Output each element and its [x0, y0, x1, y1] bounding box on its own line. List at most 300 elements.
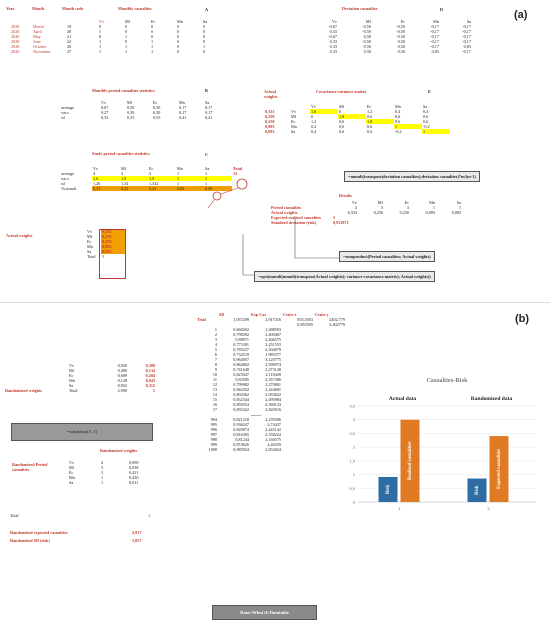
cell: 3	[121, 171, 124, 176]
section-letter-e: E	[428, 89, 431, 94]
cell: 2,273128	[265, 367, 281, 372]
cell: 2020	[11, 49, 20, 54]
col-header: Vv	[99, 19, 105, 24]
cell: 4	[101, 460, 104, 465]
cell: 0	[125, 29, 128, 34]
cell: 1	[176, 176, 204, 181]
col-header: Ec	[367, 104, 372, 109]
cell: -0,17	[462, 49, 471, 54]
cell: 0,4	[423, 109, 429, 114]
cell: 0,6	[339, 124, 345, 129]
chart-title: Casualties-Risk	[426, 377, 468, 384]
cell: 12	[212, 382, 217, 387]
cell: 0,312	[145, 383, 155, 388]
cell: Sa	[69, 480, 74, 485]
cell: 3	[214, 337, 217, 342]
cell: 0	[203, 29, 206, 34]
section-letter-b: B	[205, 88, 208, 93]
cell: 1	[99, 49, 102, 54]
datatable-button[interactable]: Data>What if>Datatable	[212, 605, 317, 620]
cell: 0,55	[153, 115, 161, 120]
cell: Ec	[69, 470, 74, 475]
cell: 3	[101, 470, 104, 475]
col-header: Ec	[400, 19, 405, 24]
cell: 2,40259	[267, 442, 281, 447]
group-label: Randomized data	[470, 396, 513, 402]
cell: 0,411	[129, 470, 139, 475]
col-header: Sa	[203, 19, 208, 24]
cell: 2,917416	[265, 317, 281, 322]
table-row	[300, 49, 472, 54]
cell: 0,50	[397, 39, 405, 44]
x-tick-label: 1	[398, 506, 401, 511]
cell: 0,08	[176, 186, 204, 191]
table-row	[196, 447, 346, 452]
cell: 26	[67, 44, 72, 49]
col-header: Sa	[466, 19, 471, 24]
cell: -0,17	[462, 24, 471, 29]
cell: 0,090	[129, 460, 139, 465]
cell: 6	[214, 352, 217, 357]
col-header: Ec	[404, 200, 409, 205]
cell: 4	[214, 342, 217, 347]
col-header: Sa	[456, 200, 461, 205]
cell: 1	[151, 44, 154, 49]
cell: 0,50	[127, 105, 135, 110]
cell: 2,596974	[265, 362, 281, 367]
randomized-expected-value: 2,917	[132, 530, 142, 535]
col-header: Mf	[121, 166, 127, 171]
cell: 2,053622	[265, 392, 281, 397]
cell: 7	[214, 357, 217, 362]
col-header: Sa	[423, 104, 428, 109]
randomized-expected-label: Randomized expected casualties	[10, 530, 68, 535]
cell: 0,134	[145, 368, 155, 373]
table-row	[10, 49, 228, 54]
cell: 0,17	[179, 105, 187, 110]
cell: 2	[214, 332, 217, 337]
cell: 1,288593	[265, 327, 281, 332]
y-tick-label: 2	[352, 444, 355, 450]
cell: 2,495984	[265, 397, 281, 402]
cell: 9	[214, 367, 217, 372]
cell: 0,6	[423, 119, 429, 124]
cell: 0,250	[265, 114, 275, 119]
cell: 0,864802	[233, 362, 249, 367]
cell: 1000	[208, 447, 217, 452]
cell: 17	[212, 407, 217, 412]
panel-label-b: (b)	[515, 313, 530, 325]
cell: 0,920	[117, 363, 127, 368]
cell: -0,17	[430, 44, 439, 49]
cell: 1,8	[120, 176, 148, 181]
cell: 0,964057	[233, 357, 249, 362]
cell: 2,110449	[265, 372, 281, 377]
cell: 1	[151, 49, 154, 54]
y-tick-label: 0,5	[349, 485, 355, 491]
cell: Mf	[69, 465, 75, 470]
cell: 0,820074	[233, 427, 249, 432]
cell: 0,308	[145, 363, 155, 368]
section-letter-d: D	[440, 7, 444, 12]
cell: -0,50	[396, 24, 405, 29]
cell: 1,26	[93, 181, 101, 186]
col-header: Vv	[93, 166, 99, 171]
cell: 1	[204, 176, 232, 181]
col-header: Ec	[149, 166, 154, 171]
cell: average	[61, 105, 75, 110]
covariance-formula: =mmult(transpose(deviation casualties);deviation casualties)*m/(m-1)	[344, 171, 480, 182]
cell: November	[33, 49, 51, 54]
cell: 0,816365	[233, 432, 249, 437]
cell: 0,668262	[233, 327, 249, 332]
monthly-casualties-table	[10, 19, 228, 54]
cell: 1	[458, 205, 461, 210]
cell: -0,50	[362, 39, 371, 44]
cell: 0,083	[101, 249, 125, 254]
deviation-title: Deviation casualties	[342, 6, 378, 11]
cell: 0,832344	[233, 397, 249, 402]
cell: 0,83585	[235, 377, 249, 382]
cell: 855,5053	[297, 317, 313, 322]
total-label: Total	[69, 388, 78, 393]
col-header: Mn	[179, 100, 185, 105]
cell: 994	[210, 417, 217, 422]
col-header: SD	[219, 312, 225, 317]
cell: 2,558224	[265, 432, 281, 437]
cell: 0,250	[373, 210, 383, 215]
cell: 0,33	[92, 186, 120, 191]
cell: 0,850554	[233, 402, 249, 407]
cell: 1	[152, 388, 155, 393]
col-header: Mn	[395, 104, 401, 109]
cell: 21	[67, 34, 72, 39]
cell: 0	[177, 34, 180, 39]
cell: 0,17	[205, 110, 213, 115]
sumproduct-formula: =sumproduct(Period casualties; Actual weights)	[339, 251, 435, 262]
cell: 1,8	[366, 119, 394, 124]
cell: 2,654654	[265, 447, 281, 452]
cell: 0,4	[311, 124, 317, 129]
cell: 2020	[11, 39, 20, 44]
period-casualties-label: Period casualties	[271, 205, 302, 210]
table-row	[68, 388, 156, 393]
cell: 14	[212, 392, 217, 397]
standard-deviation-value: 0,912871	[333, 220, 349, 225]
cell: 2,569123	[265, 402, 281, 407]
col-header: Exp Cas	[251, 312, 267, 317]
cell: 1,2	[311, 119, 317, 124]
col-header: Ec	[153, 100, 158, 105]
cell: 0,6	[339, 129, 345, 134]
cell: Mn	[291, 124, 297, 129]
cell: 0,083	[451, 210, 461, 215]
cell: 19	[67, 24, 72, 29]
cell: 0,81244	[235, 437, 249, 442]
cell: -0,17	[430, 39, 439, 44]
col-header: Mf	[125, 19, 131, 24]
col-header: Mn	[433, 19, 439, 24]
cell: 1	[101, 480, 104, 485]
cell: 995	[210, 422, 217, 427]
cell: 1	[101, 475, 104, 480]
cell: 0,333	[347, 210, 357, 215]
cell: 0,250	[101, 234, 125, 239]
cell: 0,88971	[235, 337, 249, 342]
trial-header: Trial	[197, 317, 206, 322]
trials-table	[196, 312, 346, 452]
cell: -0,17	[462, 39, 471, 44]
col-header: Mn	[177, 19, 183, 24]
cell: -0,50	[362, 24, 371, 29]
callout-line	[208, 200, 214, 208]
cell: 4	[354, 205, 357, 210]
randarray-formula-box: =randarray(5; 1)	[11, 423, 153, 441]
randomized-period-table	[68, 460, 156, 485]
cell: %casualt	[61, 186, 77, 191]
cell: 1	[214, 327, 217, 332]
cell: 3,120775	[265, 357, 281, 362]
y-tick-label: 0	[352, 499, 355, 505]
cell: 0,011	[129, 480, 139, 485]
cell: 1,985377	[265, 352, 281, 357]
cell: 0,775391	[233, 342, 249, 347]
cell: 1,34	[121, 181, 129, 186]
cell: 0,250	[101, 239, 125, 244]
cell: 0,083	[265, 129, 275, 134]
cell: -0,50	[362, 29, 371, 34]
cell: 998	[210, 437, 217, 442]
monthly-stats-title: Monthly period casualties statistics	[92, 88, 155, 93]
cell: 0,985924	[233, 447, 249, 452]
cell: 0,400	[117, 368, 127, 373]
cell: 0	[99, 24, 102, 29]
cell: 2,239306	[265, 417, 281, 422]
cell: var.s	[61, 110, 69, 115]
cell: 0,083	[425, 210, 435, 215]
cell: 1	[99, 39, 102, 44]
bar-label: Expected casualties	[497, 449, 503, 489]
bar-label: Realized casualties	[408, 441, 414, 481]
deviation-table	[300, 19, 472, 54]
actual-weights-row-label: Actual weights	[271, 210, 298, 215]
col-header: Mf	[377, 200, 383, 205]
cell: 1,6	[92, 176, 120, 181]
cell: 0,785227	[233, 347, 249, 352]
sqrt-formula: =sqrt(mmult(mmult(transpose(Actual weights); variance-covariance matrix); Actual weights))	[254, 271, 435, 282]
total-label: Total	[10, 513, 19, 518]
cell: June	[33, 39, 41, 44]
cell: Sa	[69, 383, 74, 388]
cell: 0,4	[395, 109, 401, 114]
cell: 2020	[11, 44, 20, 49]
expected-casualties-label: Expected realized casualties	[271, 215, 321, 220]
cell: -0,17	[462, 29, 471, 34]
cell: -0,17	[430, 34, 439, 39]
cell: 0,874626	[233, 442, 249, 447]
cell: 0,55	[127, 115, 135, 120]
cell: 0,804362	[233, 392, 249, 397]
y-tick-label: 1,5	[349, 458, 355, 464]
cell: -0,50	[396, 34, 405, 39]
cell: 0,609	[117, 373, 127, 378]
cell: 0,821218	[233, 417, 249, 422]
bar-label: Risk	[386, 484, 392, 495]
standard-deviation-label: Standard deviation (risk)	[271, 220, 317, 225]
cell: 12	[233, 171, 238, 176]
cell: 13	[212, 387, 217, 392]
total-label: Total	[87, 254, 96, 259]
cell: 997	[210, 432, 217, 437]
cell: 27	[67, 49, 72, 54]
col-header: Sa	[205, 100, 210, 105]
col-header: Total	[233, 166, 243, 171]
col-header: Mf	[339, 104, 345, 109]
cell: 2,304679	[265, 347, 281, 352]
cell: 0,25	[120, 186, 148, 191]
cell: 2,270801	[265, 382, 281, 387]
cell: 2,160575	[265, 437, 281, 442]
randomized-weights-title: Randomized weights	[5, 388, 43, 393]
cell: Mn	[69, 475, 75, 480]
cell: 0,825047	[233, 372, 249, 377]
cell: 1	[203, 44, 206, 49]
col-header: Mn	[177, 166, 183, 171]
col-header: Sa	[205, 166, 210, 171]
table-row	[68, 480, 156, 485]
randomized-sd-label: Randomized SD (risk)	[10, 538, 50, 543]
cell: sd	[61, 181, 65, 186]
col-header: Centr y	[315, 312, 329, 317]
cell: -0,2	[395, 129, 402, 134]
col-header: Vv	[101, 100, 107, 105]
cell: 8	[214, 362, 217, 367]
cell: -0,50	[396, 29, 405, 34]
cell: 0,083	[101, 244, 125, 249]
sd-circle	[213, 192, 221, 200]
cell: 0	[177, 24, 180, 29]
actual-weights-label: Actual weights	[264, 89, 278, 99]
y-tick-label: 3,5	[349, 403, 355, 409]
cell: 0,932	[117, 383, 127, 388]
arrow-line	[295, 218, 339, 258]
cell: 16	[212, 402, 217, 407]
cell: 0,6	[367, 124, 373, 129]
cell: 0,27	[101, 110, 109, 115]
cell: 0,33	[329, 44, 337, 49]
cell: 0,6	[339, 119, 345, 124]
panel-divider	[0, 302, 550, 303]
cell: 2020	[11, 24, 20, 29]
cell: 0	[177, 44, 180, 49]
cell: Mf	[69, 368, 75, 373]
cell: 0,6	[423, 114, 429, 119]
cell: 2,445142	[265, 427, 281, 432]
cell: 1,6	[310, 109, 338, 114]
cell: 15	[212, 397, 217, 402]
cell: 3	[406, 205, 409, 210]
cell: 0,08	[204, 186, 232, 191]
cell: 0	[99, 34, 102, 39]
x-tick-label: 2	[487, 506, 490, 511]
cell: 5	[214, 347, 217, 352]
cell: Vv	[69, 363, 75, 368]
total-circle	[237, 179, 247, 189]
table-row	[60, 115, 230, 120]
cell: 0,043	[145, 378, 155, 383]
cell: 2,244601	[265, 387, 281, 392]
cell: 1	[205, 181, 208, 186]
cell: 2020	[11, 29, 20, 34]
cell: 0,835422	[233, 407, 249, 412]
cell: var.s	[61, 176, 69, 181]
randomized-weights-table	[68, 363, 156, 393]
cell: 0,798392	[233, 332, 249, 337]
cell: 1	[125, 49, 128, 54]
cell: sd	[61, 115, 65, 120]
cell: 0,30	[127, 110, 135, 115]
cell: 0,4	[311, 129, 317, 134]
chart-svg	[336, 370, 542, 518]
group-label: Actual data	[388, 396, 417, 402]
cell: Ec	[69, 373, 74, 378]
cell: 0	[177, 29, 180, 34]
cell: 2,357306	[265, 377, 281, 382]
cell: 0	[203, 49, 206, 54]
cell: 2,820516	[265, 407, 281, 412]
cell: Vv	[87, 229, 93, 234]
section-letter-c: C	[205, 152, 209, 157]
cell: March	[33, 24, 44, 29]
cell: 1	[394, 124, 422, 129]
cell: 0,50	[397, 44, 405, 49]
cell: 1,2	[367, 109, 373, 114]
results-arrows-svg	[240, 200, 350, 280]
cell: 1	[432, 205, 435, 210]
col-header: Centr x	[283, 312, 297, 317]
cell: 0,250	[265, 119, 275, 124]
cell: 2402,779	[329, 317, 345, 322]
cell: 2,74437	[267, 422, 281, 427]
cell: 11	[212, 377, 217, 382]
cell: -0,67	[328, 24, 337, 29]
cell: 2,251553	[265, 342, 281, 347]
cell: 20	[67, 29, 72, 34]
cell: -0,67	[328, 34, 337, 39]
cell: 0,50	[397, 49, 405, 54]
cell: 0,741648	[233, 367, 249, 372]
cell: 1	[99, 44, 102, 49]
cell: 0,17	[179, 110, 187, 115]
cell: 2,406575	[265, 337, 281, 342]
cell: May	[33, 34, 41, 39]
cell: 0,038	[129, 465, 139, 470]
cell: 0,333	[265, 109, 275, 114]
results-title: Results	[339, 193, 353, 198]
cell: 0,936247	[233, 422, 249, 427]
cell: -0,2	[423, 124, 430, 129]
cell: 0,204	[145, 373, 155, 378]
cell: 0,450	[129, 475, 139, 480]
cell: 0	[203, 24, 206, 29]
cell: 0	[151, 24, 154, 29]
cell: 22	[67, 39, 72, 44]
cell: 0	[203, 39, 206, 44]
randomized-weights-header: Randomized weights	[100, 448, 138, 453]
cell: 1,8	[148, 176, 176, 181]
covariance-table	[264, 104, 450, 134]
cell: 0	[339, 109, 342, 114]
